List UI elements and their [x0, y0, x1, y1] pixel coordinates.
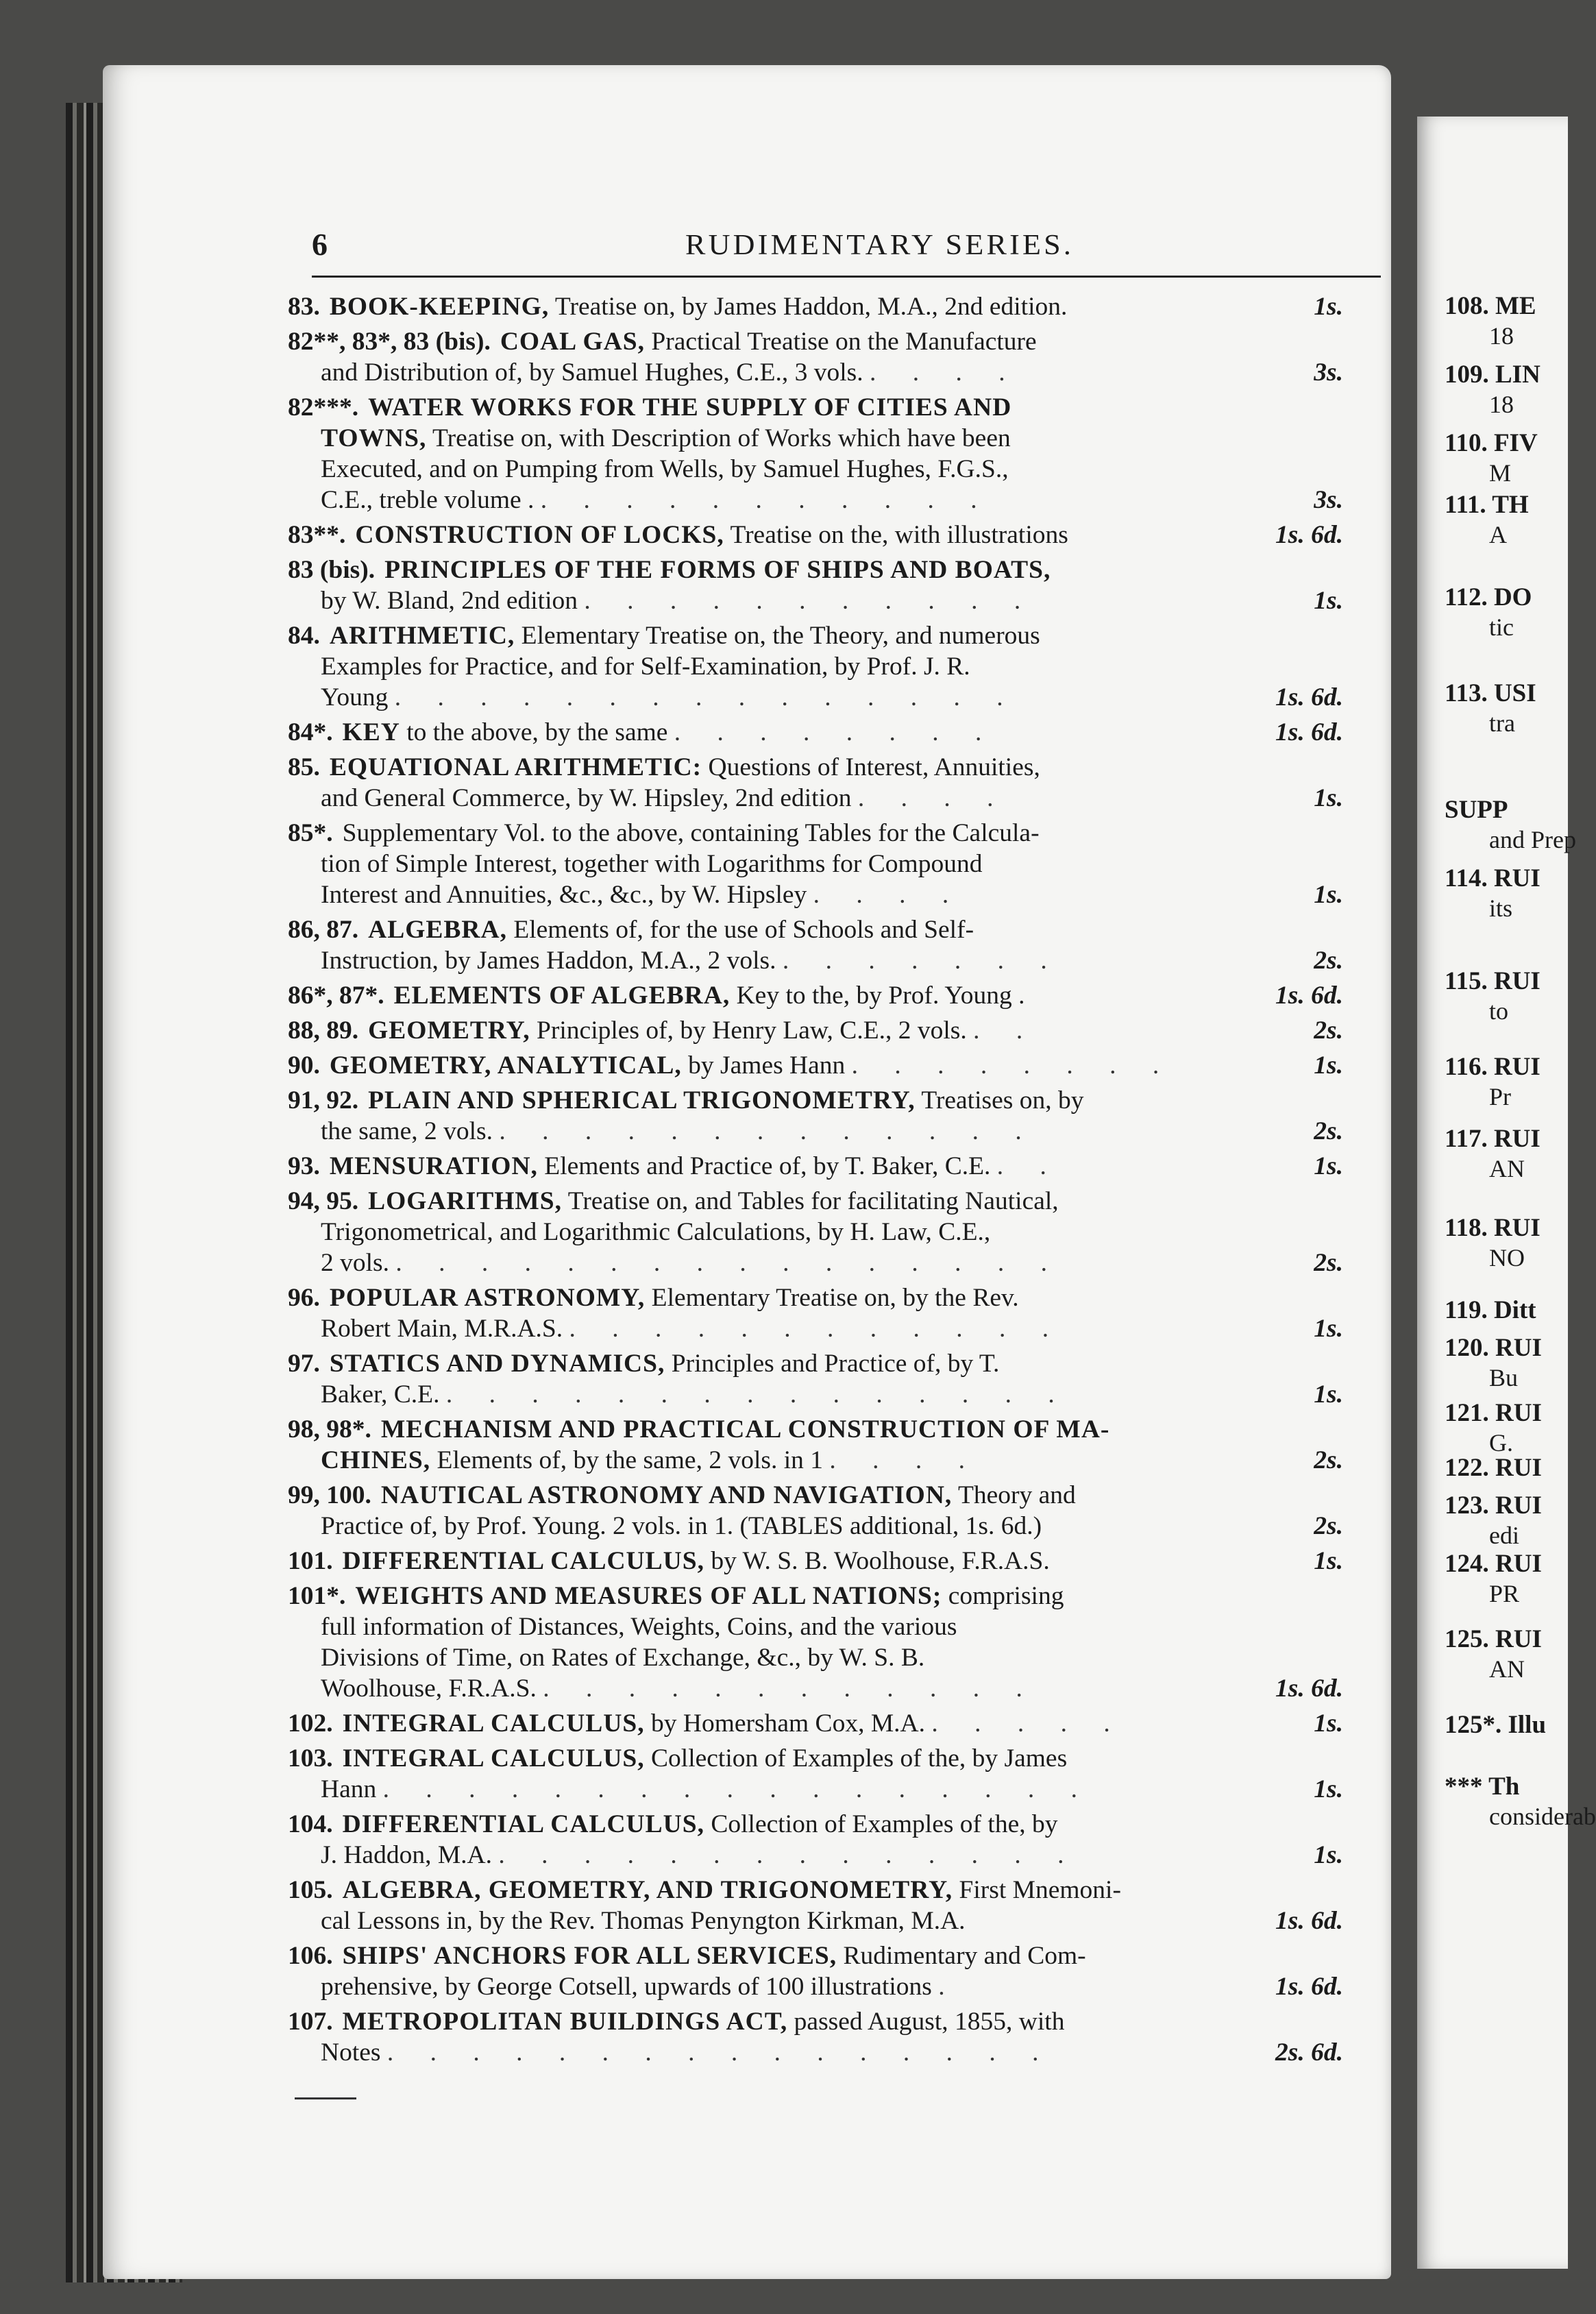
entry-line — [288, 1085, 1343, 1116]
leader-dots: . — [938, 1973, 960, 2001]
entry-text: First Mnemoni- — [953, 1876, 1121, 1904]
right-page-subline: NO — [1489, 1244, 1525, 1271]
entry-text: Treatise on, with Description of Works which have been — [426, 424, 1011, 452]
entry-line — [288, 783, 1343, 814]
entry-price: 1s. 6d. — [1275, 718, 1343, 746]
right-page-item: 124. RUI — [1445, 1550, 1542, 1578]
entry-price: 1s. 6d. — [1275, 683, 1343, 711]
leader-dots: . . . . . . . . — [851, 1051, 1175, 1080]
catalogue-entry — [288, 1546, 1343, 1576]
entry-text: Elements and Practice of, by T. Baker, C.E. — [537, 1152, 991, 1180]
entry-text: Divisions of Time, on Rates of Exchange, &c., by W. S. B. — [321, 1644, 925, 1672]
leader-dots: . . — [973, 1016, 1038, 1045]
entry-text: cal Lessons in, by the Rev. Thomas Penyngton Kirkman, M.A. — [321, 1907, 966, 1935]
entry-text: Treatise on, and Tables for facilitating Nautical, — [562, 1187, 1059, 1215]
entry-price: 1s. 6d. — [1275, 1973, 1343, 2001]
entry-number: 96. — [288, 1284, 320, 1312]
right-page-subline: G. — [1489, 1429, 1513, 1457]
entry-line — [288, 1940, 1343, 1971]
entry-text: full information of Distances, Weights, Coins, and the various — [321, 1613, 957, 1641]
entry-text: passed August, 1855, with — [787, 2008, 1065, 2036]
catalogue-entry — [288, 1414, 1343, 1476]
right-page-subline: 18 — [1489, 391, 1514, 418]
entry-text: Principles and Practice of, by T. — [665, 1350, 1000, 1378]
entry-line — [288, 2006, 1343, 2037]
entry-text: by Homersham Cox, M.A. — [644, 1709, 925, 1738]
right-page-fragment — [1417, 117, 1596, 2269]
leader-dots: . . . . . . . . . . . — [584, 587, 1036, 615]
catalogue-entry — [288, 1581, 1343, 1704]
entry-title: SHIPS' ANCHORS FOR ALL SERVICES, — [342, 1942, 837, 1970]
leader-dots: . . . . . . . . . . . . . . . — [445, 1380, 1070, 1409]
entry-number: 107. — [288, 2008, 333, 2036]
page-number: 6 — [312, 227, 328, 262]
catalogue-entry — [288, 1015, 1343, 1046]
entry-title: ALGEBRA, GEOMETRY, AND TRIGONOMETRY, — [342, 1876, 953, 1904]
catalogue-entries — [288, 291, 1343, 2072]
entry-text: J. Haddon, M.A. — [321, 1841, 492, 1869]
entry-text: tion of Simple Interest, together with Logarithms for Compound — [321, 850, 983, 878]
right-page-item: 120. RUI — [1445, 1334, 1542, 1362]
right-page-item: 121. RUI — [1445, 1399, 1542, 1427]
entry-number: 105. — [288, 1876, 333, 1904]
entry-line — [288, 1116, 1343, 1147]
entry-line — [288, 555, 1343, 585]
right-page-item: 113. USI — [1445, 679, 1536, 707]
entry-line — [288, 423, 1343, 454]
entry-line — [288, 1348, 1343, 1379]
entry-line — [288, 1875, 1343, 1905]
entry-text: Elements of, for the use of Schools and Self- — [506, 916, 974, 944]
entry-number: 88, 89. — [288, 1016, 359, 1045]
entry-price: 2s. — [1314, 1117, 1343, 1145]
right-page-subline: 18 — [1489, 322, 1514, 350]
entry-text: Notes — [321, 2038, 381, 2067]
entry-number: 93. — [288, 1152, 320, 1180]
leader-dots: . . . . . . . . . . . — [540, 486, 992, 514]
right-page-subline: AN — [1489, 1655, 1525, 1683]
entry-text: Woolhouse, F.R.A.S. — [321, 1674, 537, 1703]
entry-price: 1s. — [1314, 784, 1343, 812]
entry-title: ELEMENTS OF ALGEBRA, — [393, 982, 731, 1010]
entry-line — [288, 980, 1343, 1011]
entry-title: INTEGRAL CALCULUS, — [342, 1709, 645, 1738]
entry-line — [288, 1282, 1343, 1313]
entry-number: 91, 92. — [288, 1086, 359, 1115]
entry-title: MENSURATION, — [329, 1152, 538, 1180]
entry-title: PRINCIPLES OF THE FORMS OF SHIPS AND BOATS, — [384, 556, 1051, 584]
entry-number: 82***. — [288, 393, 359, 422]
entry-line — [288, 1581, 1343, 1611]
right-page-item: 110. FIV — [1445, 429, 1538, 457]
right-page-subline: to — [1489, 997, 1509, 1025]
entry-price: 1s. 6d. — [1275, 1907, 1343, 1935]
entry-price: 2s. — [1314, 947, 1343, 975]
entry-text: C.E., treble volume . — [321, 486, 535, 514]
entry-text: Questions of Interest, Annuities, — [702, 753, 1040, 781]
leader-dots: . . . . — [813, 881, 964, 909]
running-head — [312, 226, 1367, 267]
entry-line — [288, 1809, 1343, 1840]
right-page-item: *** Th — [1445, 1773, 1520, 1801]
leader-dots: . . . . . . . . . . . . . . . . — [395, 1249, 1063, 1277]
leader-dots: . . . . . . . . . . . . . . . . . — [382, 1775, 1092, 1803]
entry-text: Collection of Examples of the, by — [704, 1810, 1058, 1838]
entry-line — [288, 1050, 1343, 1081]
entry-line — [288, 585, 1343, 616]
entry-line — [288, 1217, 1343, 1247]
entry-title: METROPOLITAN BUILDINGS ACT, — [342, 2008, 788, 2036]
catalogue-entry — [288, 392, 1343, 515]
entry-text: Elementary Treatise on, by the Rev. — [645, 1284, 1019, 1312]
entry-number: 98, 98*. — [288, 1415, 371, 1444]
right-page-subline: edi — [1489, 1522, 1519, 1549]
right-page-item: 111. TH — [1445, 491, 1529, 519]
right-page-subline: considerab — [1489, 1803, 1596, 1830]
entry-line — [288, 1511, 1343, 1542]
entry-line — [288, 752, 1343, 783]
catalogue-entry — [288, 620, 1343, 713]
entry-title: TOWNS, — [321, 424, 427, 452]
entry-price: 1s. — [1314, 1709, 1343, 1738]
catalogue-entry — [288, 1050, 1343, 1081]
entry-price: 1s. — [1314, 1775, 1343, 1803]
entry-title: BOOK-KEEPING, — [329, 293, 550, 321]
entry-line — [288, 1480, 1343, 1511]
entry-number: 103. — [288, 1744, 333, 1773]
entry-text: to the above, by the same — [400, 718, 668, 746]
catalogue-entry — [288, 291, 1343, 322]
entry-line — [288, 818, 1343, 849]
catalogue-entry — [288, 1875, 1343, 1936]
entry-line — [288, 1611, 1343, 1642]
entry-price: 3s. — [1314, 358, 1343, 387]
entry-text: Examples for Practice, and for Self-Examination, by Prof. J. R. — [321, 653, 970, 681]
entry-price: 1s. 6d. — [1275, 521, 1343, 549]
entry-title: EQUATIONAL ARITHMETIC: — [329, 753, 702, 781]
catalogue-entry — [288, 752, 1343, 814]
entry-line — [288, 682, 1343, 713]
right-page-item: SUPP — [1445, 796, 1508, 824]
entry-number: 106. — [288, 1942, 333, 1970]
entry-price: 2s. — [1314, 1446, 1343, 1474]
right-page-item: 125*. Illu — [1445, 1711, 1547, 1739]
entry-line — [288, 1379, 1343, 1410]
entry-line — [288, 454, 1343, 485]
entry-line — [288, 1708, 1343, 1739]
entry-number: 99, 100. — [288, 1481, 371, 1509]
leader-dots: . . . . — [857, 784, 1009, 812]
entry-line — [288, 1673, 1343, 1704]
entry-title: DIFFERENTIAL CALCULUS, — [342, 1547, 704, 1575]
right-page-item: 118. RUI — [1445, 1214, 1540, 1242]
leader-dots: . . . . — [870, 358, 1020, 387]
entry-text: Practical Treatise on the Manufacture — [644, 328, 1037, 356]
right-page-subline: PR — [1489, 1580, 1520, 1607]
right-page-subline: A — [1489, 521, 1507, 548]
entry-line — [288, 620, 1343, 651]
entry-line — [288, 520, 1343, 550]
entry-line — [288, 1971, 1343, 2002]
right-page-item: 108. ME — [1445, 292, 1536, 320]
entry-price: 2s. 6d. — [1275, 2038, 1343, 2067]
entry-title: NAUTICAL ASTRONOMY AND NAVIGATION, — [380, 1481, 953, 1509]
entry-text: comprising — [942, 1582, 1064, 1610]
entry-title: GEOMETRY, — [368, 1016, 530, 1045]
entry-line — [288, 849, 1343, 879]
right-page-item: 125. RUI — [1445, 1625, 1542, 1653]
entry-title: MECHANISM AND PRACTICAL CONSTRUCTION OF MA- — [380, 1415, 1110, 1444]
entry-number: 90. — [288, 1051, 320, 1080]
entry-text: Key to the, by Prof. Young . — [730, 982, 1025, 1010]
entry-line — [288, 1642, 1343, 1673]
catalogue-entry — [288, 1708, 1343, 1739]
entry-number: 82**, 83*, 83 (bis). — [288, 328, 491, 356]
entry-title: WATER WORKS FOR THE SUPPLY OF CITIES AND — [368, 393, 1012, 422]
right-page-subline: AN — [1489, 1155, 1525, 1182]
entry-title: WEIGHTS AND MEASURES OF ALL NATIONS; — [355, 1582, 942, 1610]
leader-dots: . . . . . . . . . . . . . . — [498, 1841, 1079, 1869]
entry-line — [288, 392, 1343, 423]
catalogue-entry — [288, 555, 1343, 616]
right-page-subline: M — [1489, 459, 1512, 487]
entry-price: 1s. — [1314, 1841, 1343, 1869]
entry-title: CHINES, — [321, 1446, 431, 1474]
catalogue-entry — [288, 1085, 1343, 1147]
entry-line — [288, 1905, 1343, 1936]
right-page-subline: Bu — [1489, 1364, 1519, 1391]
catalogue-entry — [288, 1348, 1343, 1410]
entry-title: INTEGRAL CALCULUS, — [342, 1744, 645, 1773]
entry-title: COAL GAS, — [500, 328, 645, 356]
leader-dots: . . . . . . . . . . . . . . . — [394, 683, 1018, 711]
right-page-item: 115. RUI — [1445, 967, 1540, 995]
entry-price: 2s. — [1314, 1249, 1343, 1277]
entry-price: 1s. — [1314, 881, 1343, 909]
leader-dots: . . . . . . . — [782, 947, 1062, 975]
entry-text: Elements of, by the same, 2 vols. in 1 — [430, 1446, 823, 1474]
entry-line — [288, 1414, 1343, 1445]
entry-text: Executed, and on Pumping from Wells, by Samuel Hughes, F.G.S., — [321, 455, 1009, 483]
entry-text: Elementary Treatise on, the Theory, and numerous — [515, 622, 1040, 650]
entry-line — [288, 1445, 1343, 1476]
catalogue-entry — [288, 818, 1343, 910]
right-page-subline: Pr — [1489, 1083, 1512, 1110]
entry-line — [288, 651, 1343, 682]
catalogue-entry — [288, 326, 1343, 388]
footer-dash — [295, 2097, 356, 2099]
entry-text: Treatises on, by — [915, 1086, 1084, 1115]
entry-price: 1s. — [1314, 293, 1343, 321]
entry-number: 83**. — [288, 521, 346, 549]
entry-number: 83. — [288, 293, 320, 321]
entry-text: by James Hann — [681, 1051, 846, 1080]
entry-number: 94, 95. — [288, 1187, 359, 1215]
entry-price: 1s. — [1314, 1051, 1343, 1080]
entry-line — [288, 291, 1343, 322]
entry-number: 104. — [288, 1810, 333, 1838]
entry-text: Treatise on, by James Haddon, M.A., 2nd edition. — [549, 293, 1068, 321]
leader-dots: . . . . — [829, 1446, 980, 1474]
right-page-item: 117. RUI — [1445, 1125, 1540, 1153]
entry-price: 1s. — [1314, 1380, 1343, 1409]
entry-number: 83 (bis). — [288, 556, 376, 584]
right-page-subline: its — [1489, 894, 1513, 922]
entry-text: 2 vols. — [321, 1249, 390, 1277]
right-page-item: 119. Ditt — [1445, 1296, 1536, 1324]
catalogue-entry — [288, 1809, 1343, 1871]
entry-price: 1s. — [1314, 1315, 1343, 1343]
entry-text: Young — [321, 683, 389, 711]
catalogue-entry — [288, 2006, 1343, 2068]
entry-title: GEOMETRY, ANALYTICAL, — [329, 1051, 682, 1080]
right-page-item: 116. RUI — [1445, 1053, 1540, 1081]
entry-price: 2s. — [1314, 1016, 1343, 1045]
entry-line — [288, 717, 1343, 748]
right-page-item: 114. RUI — [1445, 864, 1540, 892]
entry-line — [288, 357, 1343, 388]
entry-title: KEY — [342, 718, 400, 746]
entry-text: and Distribution of, by Samuel Hughes, C.E., 3 vols. — [321, 358, 863, 387]
entry-number: 97. — [288, 1350, 320, 1378]
entry-number: 85. — [288, 753, 320, 781]
entry-text: Instruction, by James Haddon, M.A., 2 vols. — [321, 947, 776, 975]
header-rule — [312, 276, 1381, 278]
entry-text: Practice of, by Prof. Young. 2 vols. in 1. (TABLES additional, 1s. 6d.) — [321, 1512, 1042, 1540]
entry-price: 1s. — [1314, 1152, 1343, 1180]
entry-line — [288, 914, 1343, 945]
right-page-item: 112. DO — [1445, 583, 1532, 611]
entry-number: 101. — [288, 1547, 333, 1575]
series-title: RUDIMENTARY SERIES. — [685, 230, 1075, 261]
catalogue-entry — [288, 1480, 1343, 1542]
entry-text: Trigonometrical, and Logarithmic Calculations, by H. Law, C.E., — [321, 1218, 991, 1246]
leader-dots: . . . . . . . . . . . . — [569, 1315, 1064, 1343]
entry-number: 84*. — [288, 718, 333, 746]
entry-line — [288, 1546, 1343, 1576]
entry-text: Principles of, by Henry Law, C.E., 2 vols. — [530, 1016, 967, 1045]
entry-line — [288, 945, 1343, 976]
entry-line — [288, 1015, 1343, 1046]
entry-text: Robert Main, M.R.A.S. — [321, 1315, 563, 1343]
catalogue-entry — [288, 717, 1343, 748]
entry-price: 3s. — [1314, 486, 1343, 514]
entry-title: PLAIN AND SPHERICAL TRIGONOMETRY, — [368, 1086, 916, 1115]
entry-line — [288, 1186, 1343, 1217]
entry-line — [288, 2037, 1343, 2068]
entry-line — [288, 1774, 1343, 1805]
right-page-subline: tra — [1489, 709, 1515, 737]
entry-text: Interest and Annuities, &c., &c., by W. Hipsley — [321, 881, 807, 909]
entry-line — [288, 1151, 1343, 1182]
entry-text: the same, 2 vols. — [321, 1117, 493, 1145]
entry-price: 1s. — [1314, 1547, 1343, 1575]
entry-title: ALGEBRA, — [368, 916, 507, 944]
entry-price: 2s. — [1314, 1512, 1343, 1540]
catalogue-entry — [288, 520, 1343, 550]
entry-text: by W. Bland, 2nd edition — [321, 587, 578, 615]
entry-text: prehensive, by George Cotsell, upwards of 100 illustrations — [321, 1973, 932, 2001]
entry-text: Baker, C.E. — [321, 1380, 440, 1409]
entry-title: LOGARITHMS, — [368, 1187, 563, 1215]
right-page-subline: and Prep — [1489, 826, 1576, 853]
leader-dots: . . . . . . . . . . . . — [543, 1674, 1038, 1703]
leader-dots: . . . . . . . . . . . . . . . . — [386, 2038, 1054, 2067]
entry-line — [288, 326, 1343, 357]
catalogue-entry — [288, 1743, 1343, 1805]
entry-number: 101*. — [288, 1582, 346, 1610]
catalogue-entry — [288, 1940, 1343, 2002]
entry-title: DIFFERENTIAL CALCULUS, — [342, 1810, 704, 1838]
entry-line — [288, 485, 1343, 515]
entry-text: by W. S. B. Woolhouse, F.R.A.S. — [704, 1547, 1050, 1575]
leader-dots: . . — [996, 1152, 1061, 1180]
entry-number: 86*, 87*. — [288, 982, 384, 1010]
right-page-item: 123. RUI — [1445, 1491, 1542, 1520]
entry-text: Treatise on the, with illustrations — [724, 521, 1068, 549]
leader-dots: . . . . . . . . . . . . . — [499, 1117, 1037, 1145]
catalogue-entry — [288, 1186, 1343, 1278]
entry-title: CONSTRUCTION OF LOCKS, — [355, 521, 724, 549]
entry-price: 1s. 6d. — [1275, 1674, 1343, 1703]
entry-line — [288, 879, 1343, 910]
entry-price: 1s. — [1314, 587, 1343, 615]
entry-title: STATICS AND DYNAMICS, — [329, 1350, 665, 1378]
entry-line — [288, 1247, 1343, 1278]
catalogue-entry — [288, 914, 1343, 976]
right-page-subline: tic — [1489, 613, 1514, 641]
entry-price: 1s. 6d. — [1275, 982, 1343, 1010]
entry-number: 86, 87. — [288, 916, 359, 944]
leader-dots: . . . . . . . . — [674, 718, 997, 746]
entry-line — [288, 1743, 1343, 1774]
right-page-item: 122. RUI — [1445, 1454, 1542, 1482]
entry-text: Rudimentary and Com- — [837, 1942, 1086, 1970]
right-page-item: 109. LIN — [1445, 361, 1540, 389]
catalogue-entry — [288, 980, 1343, 1011]
entry-text: Theory and — [952, 1481, 1076, 1509]
entry-text: Hann — [321, 1775, 377, 1803]
entry-title: ARITHMETIC, — [329, 622, 515, 650]
entry-line — [288, 1840, 1343, 1871]
leader-dots: . . . . . — [931, 1709, 1125, 1738]
entry-number: 85*. — [288, 819, 333, 847]
catalogue-entry — [288, 1282, 1343, 1344]
entry-text: and General Commerce, by W. Hipsley, 2nd edition — [321, 784, 852, 812]
entry-text: Collection of Examples of the, by James — [644, 1744, 1068, 1773]
entry-title: POPULAR ASTRONOMY, — [329, 1284, 646, 1312]
entry-line — [288, 1313, 1343, 1344]
entry-number: 102. — [288, 1709, 333, 1738]
catalogue-entry — [288, 1151, 1343, 1182]
entry-number: 84. — [288, 622, 320, 650]
entry-text: Supplementary Vol. to the above, containing Tables for the Calcula- — [342, 819, 1040, 847]
